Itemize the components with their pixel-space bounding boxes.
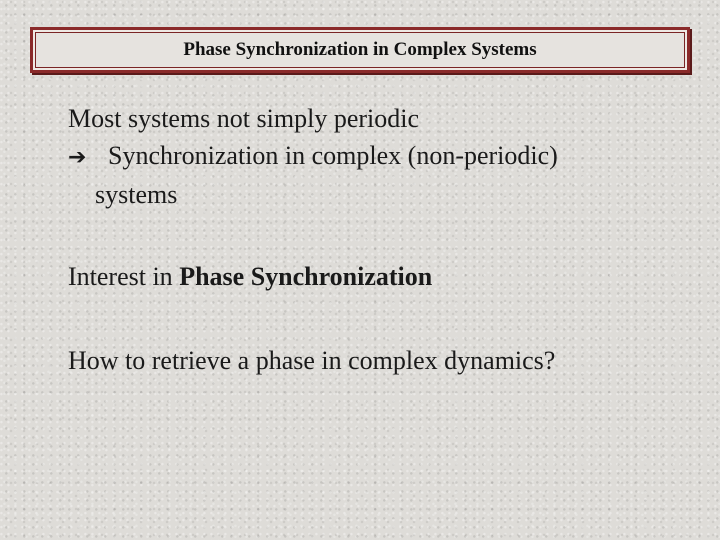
slide-title: Phase Synchronization in Complex Systems bbox=[183, 39, 537, 60]
body-line-1: Most systems not simply periodic bbox=[68, 104, 419, 133]
slide-body bbox=[68, 100, 698, 379]
body-line-2 bbox=[68, 137, 698, 176]
interest-prefix: Interest in bbox=[68, 262, 180, 291]
interest-line bbox=[68, 258, 698, 295]
interest-bold: Phase Synchronization bbox=[179, 262, 433, 291]
title-frame bbox=[30, 27, 690, 73]
body-line-2-text: Synchronization in complex (non-periodic) bbox=[108, 141, 558, 170]
body-line-3: systems bbox=[95, 180, 178, 209]
question-line: How to retrieve a phase in complex dynamics? bbox=[68, 346, 556, 375]
right-arrow-icon: ➔ bbox=[68, 145, 87, 170]
